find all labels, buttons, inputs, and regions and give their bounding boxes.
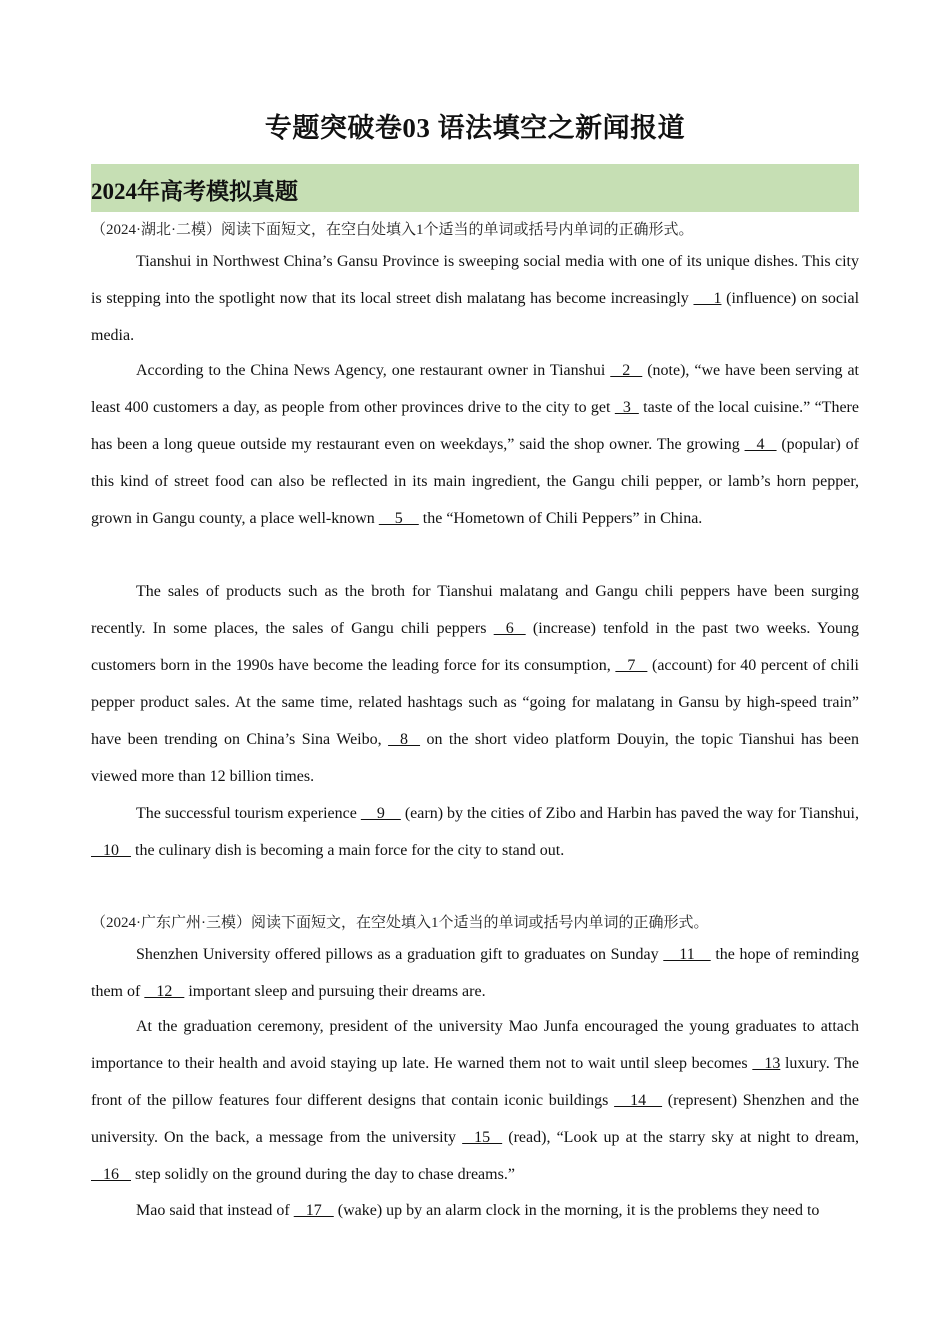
blank-15: 15 [462,1129,503,1146]
text: important sleep and pursuing their dreams are. [184,983,486,1000]
text: the culinary dish is becoming a main force for the city to stand out. [131,842,565,859]
text: The sales of products such as the broth for Tianshui malatang and Gangu chili peppers have been surging recently. In some places, the sales of Gangu chili peppers [91,583,859,637]
blank-10: 10 [91,842,131,859]
passage2-paragraph-3 [91,1192,859,1229]
blank-12: 12 [144,983,185,1000]
text: Tianshui in Northwest China’s Gansu Province is sweeping social media with one of its unique dishes. This city is stepping into the spotlight now that its local street dish malatang has become increasingly [91,253,859,307]
text: luxury. The front of the pillow features four different designs that contain iconic buildings [91,1055,859,1109]
text: the “Hometown of Chili Peppers” in China. [418,510,703,527]
passage1-source: （2024·湖北·二模）阅读下面短文，在空白处填入1个适当的单词或括号内单词的正确形式。 [91,222,694,238]
text: (represent) Shenzhen and the university. On the back, a message from the university [91,1092,860,1146]
passage1-paragraph-3 [91,573,859,795]
blank-8: 8 [388,731,421,748]
blank-11: 11 [663,946,711,963]
text: According to the China News Agency, one restaurant owner in Tianshui [136,362,611,379]
text: (note), “we have been serving at least 400 customers a day, as people from other provinces drive to the city to get [91,362,860,416]
blank-3: 3 [614,399,639,416]
text: the hope of reminding them of [91,946,859,1000]
text: The successful tourism experience [136,805,361,822]
text: At the graduation ceremony, president of the university Mao Junfa encouraged the young graduates to attach importance to their health and avoid staying up late. He warned them not to wait until sleep becomes [91,1018,859,1072]
blank-4: 4 [744,436,777,453]
text: (wake) up by an alarm clock in the morning, it is the problems they need to [333,1202,820,1219]
text: (popular) of this kind of street food can also be reflected in its main ingredient, the Gangu chili pepper, or lamb’s horn pepper, grown in Gangu county, a place well-known [91,436,860,527]
passage2-paragraph-2 [91,1008,859,1193]
text: (account) for 40 percent of chili pepper product sales. At the same time, related hashtags such as “going for malatang in Gansu by high-speed train” have been trending on China’s Sina Weibo, [91,657,860,748]
text: taste of the local cuisine.” “There has been a long queue outside my restaurant even on weekdays,” said the shop owner. The growing [91,399,859,453]
passage2-paragraph-1 [91,936,859,1010]
blank-7: 7 [615,657,648,674]
blank-9: 9 [360,805,401,822]
passage1-paragraph-2 [91,352,859,537]
blank-6: 6 [493,620,526,637]
blank-14: 14 [614,1092,663,1109]
text: (increase) tenfold in the past two weeks. Young customers born in the 1990s have become the leading force for its consumption, [91,620,860,674]
document-title: 专题突破卷03 语法填空之新闻报道 [264,113,686,143]
passage2-source: （2024·广东广州·三模）阅读下面短文，在空处填入1个适当的单词或括号内单词的正确形式。 [91,915,709,931]
passage1-paragraph-1 [91,243,859,354]
passage1-paragraph-4 [91,795,859,869]
blank-13: 13 [752,1055,781,1072]
blank-1: 1 [693,290,722,307]
text: (earn) by the cities of Zibo and Harbin has paved the way for Tianshui, [400,805,859,822]
blank-16: 16 [91,1166,131,1183]
blank-2: 2 [610,362,643,379]
blank-17: 17 [293,1202,334,1219]
section-heading-band [91,164,859,212]
text: Shenzhen University offered pillows as a graduation gift to graduates on Sunday [136,946,664,963]
text: (read), “Look up at the starry sky at night to dream, [502,1129,860,1146]
text: on the short video platform Douyin, the topic Tianshui has been viewed more than 12 billion times. [91,731,859,785]
section-heading: 2024年高考模拟真题 [91,179,298,204]
text: (influence) on social media. [91,290,860,344]
text: Mao said that instead of [136,1202,294,1219]
text: step solidly on the ground during the day to chase dreams.” [131,1166,515,1183]
blank-5: 5 [378,510,419,527]
